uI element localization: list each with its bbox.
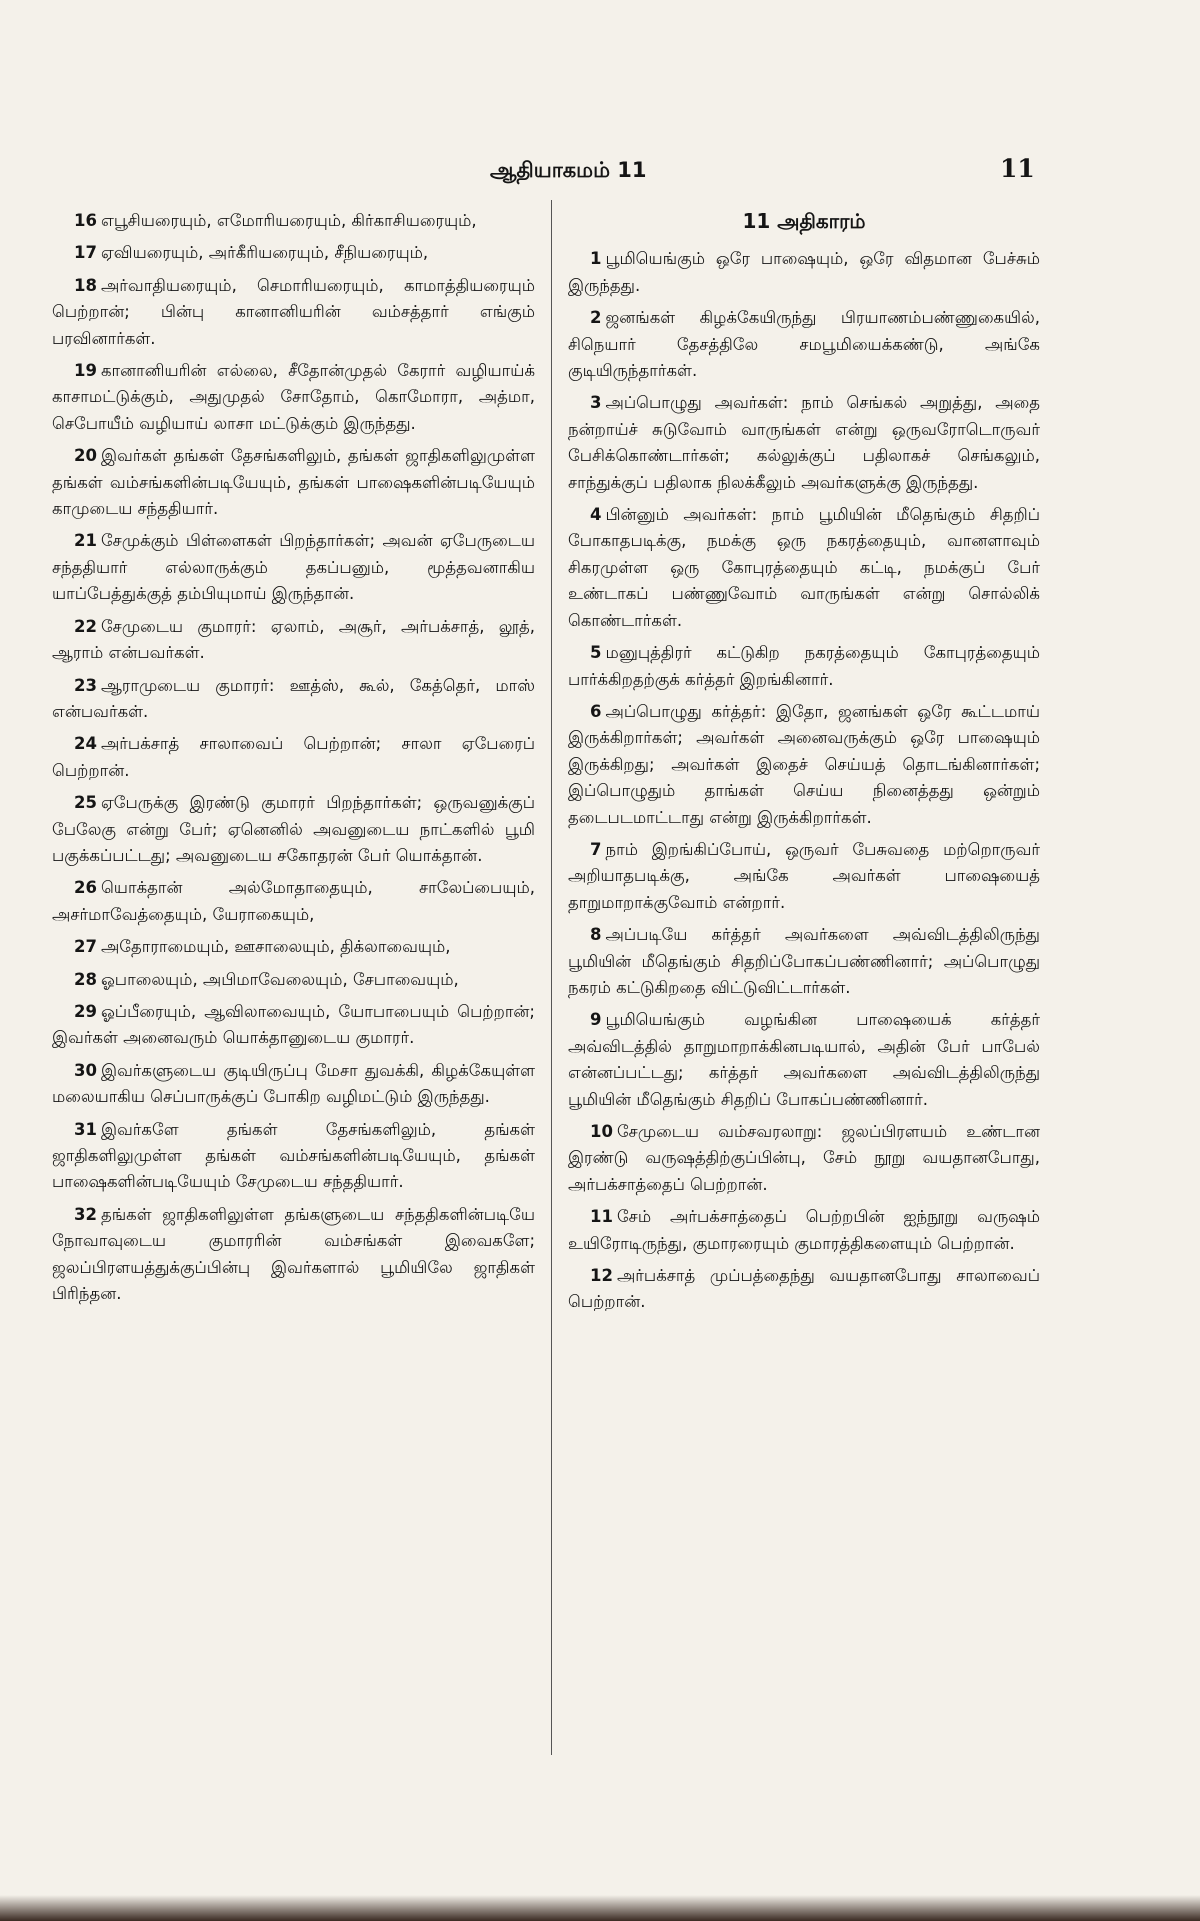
verse-text: ஓப்பீரையும், ஆவிலாவையும், யோபாபையும் பெற்றான்; இவர்கள் அனைவரும் யொக்தானுடைய குமாரர். [52,1001,535,1048]
verse-number: 17 [74,243,97,263]
verse-text: இவர்கள் தங்கள் தேசங்களிலும், தங்கள் ஜாதிகளிலுமுள்ள தங்கள் வம்சங்களின்படியேயும், தங்கள் பாஷைகளின்படியேயும் காமுடைய சந்ததியார். [52,446,535,519]
verse [52,528,535,607]
verse-text: பின்னும் அவர்கள்: நாம் பூமியின் மீதெங்கும் சிதறிப் போகாதபடிக்கு, நமக்கு ஒரு நகரத்தையும், வானளாவும் சிகரமுள்ள ஒரு கோபுரத்தையும் கட்டி, நமக்குப் பேர் உண்டாகப் பண்ணுவோம் வாருங்கள் என்று சொல்லிக் கொண்டார்கள். [568,505,1040,630]
verse-number: 19 [74,361,97,381]
verse [52,934,535,960]
verse-text: இவர்களே தங்கள் தேசங்களிலும், தங்கள் ஜாதிகளிலுமுள்ள தங்கள் வம்சங்களின்படியேயும், தங்கள் பாஷைகளின்படியேயும் சேமுடைய சந்ததியார். [52,1119,535,1192]
page-number: 11 [1000,154,1035,183]
verse-text: சேம் அர்பக்சாத்தைப் பெற்றபின் ஐந்நூறு வருஷம் உயிரோடிருந்து, குமாரரையும் குமாரத்திகளையும் பெற்றான். [568,1207,1040,1253]
verse-text: எபூசியரையும், எமோரியரையும், கிர்காசியரையும், [100,211,477,230]
verse-number: 7 [590,839,602,859]
verse-number: 27 [74,937,97,957]
page-header [0,154,1200,198]
verse [52,875,535,928]
verse-text: அர்பக்சாத் சாலாவைப் பெற்றான்; சாலா ஏபேரைப் பெற்றான். [52,734,535,780]
verse-text: பூமியெங்கும் ஒரே பாஷையும், ஒரே விதமான பேச்சும் இருந்தது. [568,249,1040,295]
verse-number: 1 [590,249,602,269]
verse [568,922,1040,1001]
verse-text: சேமுடைய வம்சவரலாறு: ஜலப்பிரளயம் உண்டான இரண்டு வருஷத்திற்குப்பின்பு, சேம் நூறு வயதானபோது, அர்பக்சாத்தைப் பெற்றான். [568,1122,1040,1194]
verse-text: ஏவியரையும், அர்கீரியரையும், சீநியரையும், [100,243,429,263]
verse-text: அதோராமையும், ஊசாலையும், திக்லாவையும், [100,937,451,957]
verse [568,502,1040,634]
verse [568,699,1040,831]
verse-number: 12 [590,1266,613,1286]
verse-text: சேமுக்கும் பிள்ளைகள் பிறந்தார்கள்; அவன் ஏபேருடைய சந்ததியார் எல்லாருக்கும் தகப்பனும், மூத்தவனாகிய யாப்பேத்துக்குத் தம்பியுமாய் இருந்தான். [52,531,535,604]
verse-number: 9 [590,1010,602,1030]
verse-text: ஆராமுடைய குமாரர்: ஊத்ஸ், கூல், கேத்தெர், மாஸ் என்பவர்கள். [52,675,535,721]
verse [568,837,1040,916]
verse-number: 30 [74,1060,97,1080]
verse [52,614,535,667]
verse [52,358,535,437]
verse [568,1007,1040,1113]
verse [568,1263,1040,1316]
verse [52,208,535,234]
verse [52,967,535,993]
verse-number: 6 [590,701,602,721]
verse-number: 26 [74,878,97,898]
verse-text: அப்பொழுது அவர்கள்: நாம் செங்கல் அறுத்து, அதை நன்றாய்ச் சுடுவோம் வாருங்கள் என்று ஒருவரோடொருவர் பேசிக்கொண்டார்கள்; கல்லுக்குப் பதிலாகச் செங்கலும், சாந்துக்குப் பதிலாக நிலக்கீலும் அவர்களுக்கு இருந்தது. [568,393,1040,492]
verse-text: யொக்தான் அல்மோதாதையும், சாலேப்பையும், அசர்மாவேத்தையும், யேராகையும், [52,878,535,924]
chapter-heading: 11 அதிகாரம் [742,209,866,233]
verse-number: 32 [74,1204,97,1224]
verse-number: 23 [74,675,97,695]
verse-text: கானானியரின் எல்லை, சீதோன்முதல் கேரார் வழியாய்க் காசாமட்டுக்கும், அதுமுதல் சோதோம், கொமோரா, அத்மா, செபோயீம் வழியாய் லாசா மட்டுக்கும் இருந்தது. [52,361,535,433]
verse [52,240,535,266]
verse [568,246,1040,299]
verse-number: 2 [590,308,602,328]
verse-number: 18 [74,275,97,295]
verse [52,443,535,522]
verse [52,1202,535,1308]
verse-number: 8 [590,925,602,945]
verse-number: 4 [590,505,602,525]
verse [52,790,535,869]
verse-text: நாம் இறங்கிப்போய், ஒருவர் பேசுவதை மற்றொருவர் அறியாதபடிக்கு, அங்கே அவர்கள் பாஷையைத் தாறுமாறாக்குவோம் என்றார். [568,839,1040,912]
verse-text: அர்பக்சாத் முப்பத்தைந்து வயதானபோது சாலாவைப் பெற்றான். [568,1266,1040,1312]
verse [52,1058,535,1111]
verse-text: பூமியெங்கும் வழங்கின பாஷையைக் கர்த்தர் அவ்விடத்தில் தாறுமாறாக்கினபடியால், அதின் பேர் பாபேல் என்னப்பட்டது; கர்த்தர் அவர்களை அவ்விடத்திலிருந்து பூமியின் மீதெங்கும் சிதறிப் போகப்பண்ணினார். [568,1010,1040,1109]
verse-number: 16 [74,211,97,230]
right-column [568,208,1040,1322]
verse [568,640,1040,693]
verse [52,999,535,1052]
verse-text: மனுபுத்திரர் கட்டுகிற நகரத்தையும் கோபுரத்தையும் பார்க்கிறதற்குக் கர்த்தர் இறங்கினார். [568,643,1040,689]
verse-text: அப்படியே கர்த்தர் அவர்களை அவ்விடத்திலிருந்து பூமியின் மீதெங்கும் சிதறிப்போகப்பண்ணினார்; அப்பொழுது நகரம் கட்டுகிறதை விட்டுவிட்டார்கள். [568,925,1040,997]
verse [52,731,535,784]
verse-number: 24 [74,734,97,754]
verse [52,673,535,726]
verse-text: ஏபேருக்கு இரண்டு குமாரர் பிறந்தார்கள்; ஒருவனுக்குப் பேலேகு என்று பேர்; ஏனெனில் அவனுடைய நாட்களில் பூமி பகுக்கப்பட்டது; அவனுடைய சகோதரன் பேர் யொக்தான். [52,793,535,865]
verse-text: ஓபாலையும், அபிமாவேலையும், சேபாவையும், [100,969,459,989]
verse-number: 21 [74,531,97,551]
verse-text: அப்பொழுது கர்த்தர்: இதோ, ஜனங்கள் ஒரே கூட்டமாய் இருக்கிறார்கள்; அவர்கள் அனைவருக்கும் ஒரே பாஷையும் இருக்கிறது; அவர்கள் இதைச் செய்யத் தொடங்கினார்கள்; இப்பொழுதும் தாங்கள் செய்ய நினைத்தது ஒன்றும் தடைபடமாட்டாது என்று இருக்கிறார்கள். [568,701,1040,827]
verse-text: தங்கள் ஜாதிகளிலுள்ள தங்களுடைய சந்ததிகளின்படியே நோவாவுடைய குமாரரின் வம்சங்கள் இவைகளே; ஜலப்பிரளயத்துக்குப்பின்பு இவர்களால் பூமியிலே ஜாதிகள் பிரிந்தன. [52,1204,535,1304]
verse-text: அர்வாதியரையும், செமாரியரையும், காமாத்தியரையும் பெற்றான்; பின்பு கானானியரின் வம்சத்தார் எங்கும் பரவினார்கள். [52,275,535,348]
left-column [52,208,535,1313]
verse-number: 3 [590,393,602,413]
verse [568,1204,1040,1257]
verse [52,273,535,352]
verse-text: இவர்களுடைய குடியிருப்பு மேசா துவக்கி, கிழக்கேயுள்ள மலையாகிய செப்பாருக்குப் போகிற வழிமட்டும் இருந்தது. [52,1060,535,1107]
running-title: ஆதியாகமம் 11 [490,158,647,182]
verse-number: 31 [74,1119,97,1139]
verse-number: 10 [590,1122,613,1141]
verse-text: ஜனங்கள் கிழக்கேயிருந்து பிரயாணம்பண்ணுகையில், சிநெயார் தேசத்திலே சமபூமியைக்கண்டு, அங்கே குடியிருந்தார்கள். [568,308,1040,381]
verse-number: 5 [590,643,602,663]
right-column-verses [568,246,1040,1315]
column-divider [551,200,552,1755]
verse-number: 22 [74,616,97,636]
verse-text: சேமுடைய குமாரர்: ஏலாம், அசூர், அர்பக்சாத், லூத், ஆராம் என்பவர்கள். [52,616,535,663]
verse-number: 11 [590,1207,613,1227]
verse-number: 29 [74,1001,97,1021]
verse [52,1117,535,1196]
verse-number: 20 [74,446,97,466]
verse-number: 25 [74,793,97,813]
verse [568,1119,1040,1198]
verse [568,390,1040,496]
verse-number: 28 [74,969,97,989]
verse [568,305,1040,384]
